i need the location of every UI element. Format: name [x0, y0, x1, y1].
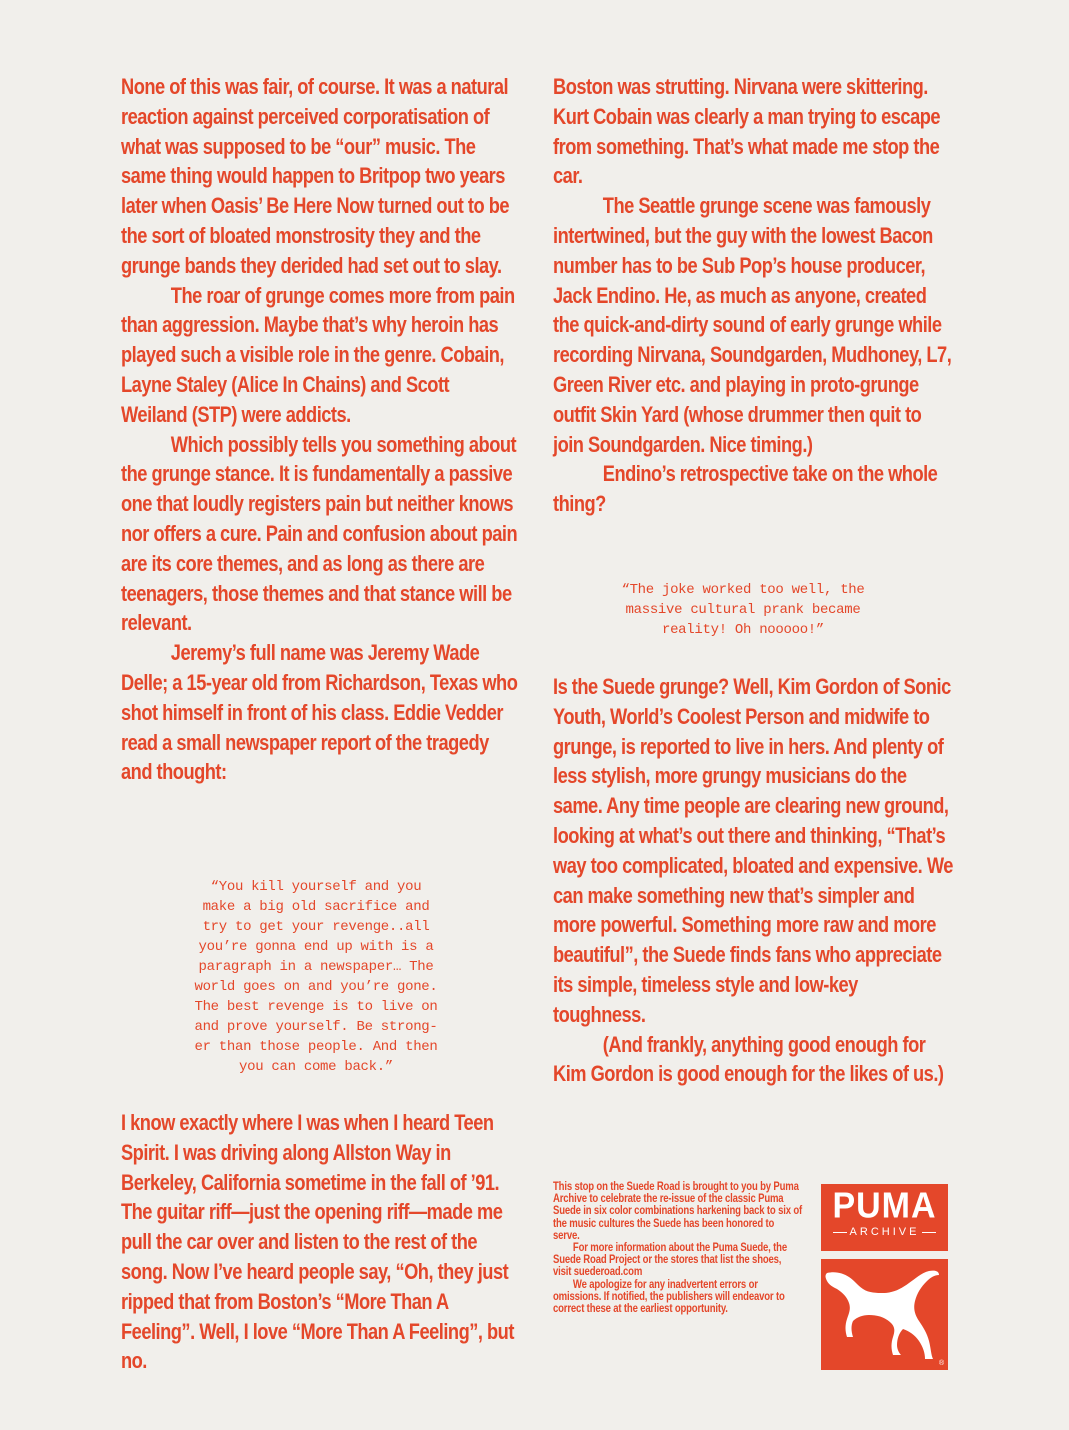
paragraph: Boston was strutting. Nirvana were skittering. Kurt Cobain was clearly a man trying to escape from something. That’s what made me stop the car.	[553, 74, 941, 189]
paragraph: I know exactly where I was when I heard Teen Spirit. I was driving along Allston Way in Berkeley, California sometime in the fall of ’91. The guitar riff—just the opening riff—made me pull the car over and listen to the rest of the song. Now I’ve heard people say, “Oh, they just ripped that from Boston’s “More Than A Feeling”. Well, I love “More Than A Feeling”, but no.	[121, 1110, 514, 1374]
credit-text: For more information about the Puma Suede, the Suede Road Project or the stores that list the shoes, visit suederoad.com	[553, 1242, 787, 1279]
paragraph: Jeremy’s full name was Jeremy Wade Delle; a 15-year old from Richardson, Texas who shot himself in front of his class. Eddie Vedder read a small newspaper report of the tragedy and thought:	[121, 640, 518, 785]
puma-cat-logo	[821, 1259, 948, 1370]
puma-cat-icon	[821, 1259, 948, 1370]
right-column-continued	[553, 672, 953, 1089]
paragraph: The roar of grunge comes more from pain than aggression. Maybe that’s why heroin has played such a visible role in the genre. Cobain, Layne Staley (Alice In Chains) and Scott Weiland (STP) were addicts.	[121, 282, 515, 427]
paragraph: The Seattle grunge scene was famously intertwined, but the guy with the lowest Bacon number has to be Sub Pop’s house producer, Jack Endino. He, as much as anyone, created the quick-and-dirty sound of early grunge while recording Nirvana, Soundgarden, Mudhoney, L7, Green River etc. and playing in proto-grunge outfit Skin Yard (whose drummer then quit to join Soundgarden. Nice timing.)	[553, 193, 952, 457]
right-column	[553, 72, 953, 519]
puma-archive-wordmark	[821, 1184, 948, 1251]
credit-block	[553, 1181, 802, 1315]
logo-wordmark: PUMA	[832, 1186, 937, 1226]
credit-text: We apologize for any inadvertent errors or omissions. If notified, the publishers will endeavor to correct these at the earliest opportunity.	[553, 1278, 785, 1316]
logo-archive-label: ARCHIVE	[821, 1226, 948, 1238]
svg-text:®: ®	[939, 1360, 945, 1367]
credit-text: This stop on the Suede Road is brought to you by Puma Archive to celebrate the re-issue of the classic Puma Suede in six color combinations harkening back to six of the music cultures the Suede has been honored to serve.	[553, 1181, 803, 1242]
paragraph: None of this was fair, of course. It was a natural reaction against perceived corporatisation of what was supposed to be “our” music. The same thing would happen to Britpop two years later when Oasis’ Be Here Now turned out to be the sort of bloated monstrosity they and the grunge bands they derided had set out to slay.	[121, 74, 510, 278]
paragraph: (And frankly, anything good enough for Kim Gordon is good enough for the likes of us.)	[553, 1031, 944, 1087]
paragraph: Endino’s retrospective take on the whole thing?	[553, 461, 938, 517]
pull-quote-vedder: “You kill yourself and you make a big old sacrifice and try to get your revenge..all you’re gonna end up with is a paragraph in a newspaper… The world goes on and you’re gone. The best revenge is to live on and prove yourself. Be strong- er than those people. And then you can come back.”	[194, 879, 438, 1075]
left-column	[121, 72, 519, 787]
paragraph: Which possibly tells you something about the grunge stance. It is fundamentally a passive one that loudly registers pain but neither knows nor offers a cure. Pain and confusion about pain are its core themes, and as long as there are teenagers, those themes and that stance will be relevant.	[121, 431, 518, 636]
pull-quote-endino: “The joke worked too well, the massive cultural prank became reality! Oh nooooo!”	[621, 582, 865, 638]
paragraph: Is the Suede grunge? Well, Kim Gordon of Sonic Youth, World’s Coolest Person and midwife to grunge, is reported to live in hers. And plenty of less stylish, more grungy musicians do the same. Any time people are clearing new ground, looking at what’s out there and thinking, “That’s way too complicated, bloated and expensive. We can make something new that’s simpler and more powerful. Something more raw and more beautiful”, the Suede finds fans who appreciate its simple, timeless style and low-key toughness.	[553, 674, 953, 1027]
left-column-continued	[121, 1108, 519, 1376]
